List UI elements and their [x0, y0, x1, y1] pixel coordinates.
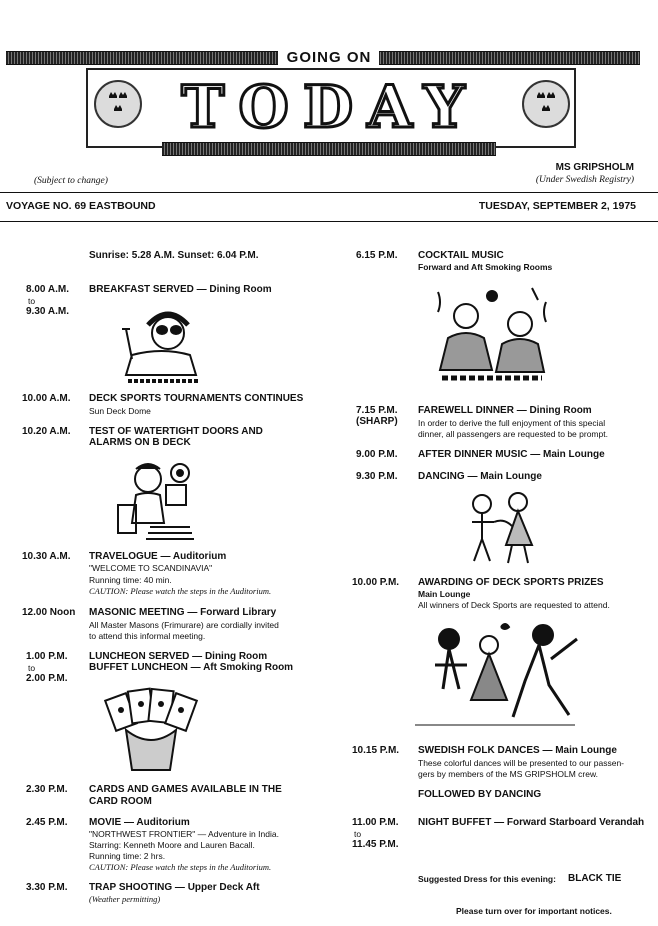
deck-sports-event: DECK SPORTS TOURNAMENTS CONTINUES — [89, 393, 304, 404]
test-event-line-1: TEST OF WATERTIGHT DOORS AND — [89, 426, 263, 437]
travelogue-event: TRAVELOGUE — Auditorium — [89, 551, 227, 562]
movie-time: 2.45 P.M. — [26, 817, 68, 828]
followed-by-dancing: FOLLOWED BY DANCING — [418, 789, 542, 800]
breakfast-time-start: 8.00 A.M. — [26, 284, 69, 295]
masonic-note-line-1: All Master Masons (Frimurare) are cordially invited — [89, 620, 279, 630]
prizes-event: AWARDING OF DECK SPORTS PRIZES — [418, 577, 604, 588]
sunrise-sunset: Sunrise: 5.28 A.M. Sunset: 6.04 P.M. — [89, 250, 259, 261]
trap-shooting-note: (Weather permitting) — [89, 894, 161, 904]
prizes-place: Main Lounge — [418, 589, 471, 599]
farewell-dinner-note-line-2: dinner, all passengers are requested to be prompt. — [418, 429, 608, 439]
buffet-luncheon-event: BUFFET LUNCHEON — Aft Smoking Room — [89, 662, 294, 673]
farewell-dinner-sharp: (SHARP) — [356, 416, 398, 427]
ship-name: MS GRIPSHOLM — [555, 162, 634, 173]
travelogue-time: 10.30 A.M. — [22, 551, 71, 562]
folk-dances-note-line-1: These colorful dances will be presented to our passen- — [418, 758, 625, 768]
cocktail-time: 6.15 P.M. — [356, 250, 398, 261]
movie-camera-illustration — [110, 455, 200, 541]
travelogue-running-time: Running time: 40 min. — [89, 575, 172, 585]
folk-dances-event: SWEDISH FOLK DANCES — Main Lounge — [418, 745, 617, 756]
farewell-dinner-event: FAREWELL DINNER — Dining Room — [418, 405, 592, 416]
masonic-note-line-2: to attend this informal meeting. — [89, 631, 206, 641]
playing-cards-illustration — [96, 686, 206, 774]
breakfast-to: to — [28, 296, 36, 306]
night-buffet-event: NIGHT BUFFET — Forward Starboard Verandah — [418, 817, 645, 828]
deck-sports-time: 10.00 A.M. — [22, 393, 71, 404]
prizes-time: 10.00 P.M. — [352, 577, 400, 588]
night-buffet-time-start: 11.00 P.M. — [352, 817, 399, 828]
cards-time: 2.30 P.M. — [26, 784, 68, 795]
night-buffet-time-end: 11.45 P.M. — [352, 839, 399, 850]
test-time: 10.20 A.M. — [22, 426, 71, 437]
dancing-time: 9.30 P.M. — [356, 471, 398, 482]
masonic-time: 12.00 Noon — [22, 607, 76, 618]
crown-crest-icon — [94, 80, 142, 128]
page-title: TODAY — [181, 73, 479, 141]
voyage-number: VOYAGE NO. 69 EASTBOUND — [6, 200, 156, 212]
luncheon-time-end: 2.00 P.M. — [26, 673, 68, 684]
farewell-dinner-note-line-1: In order to derive the full enjoyment of this special — [418, 418, 606, 428]
movie-event: MOVIE — Auditorium — [89, 817, 190, 828]
dress-code-value: BLACK TIE — [568, 873, 622, 884]
folk-dancers-illustration — [405, 615, 585, 737]
travelogue-title: "WELCOME TO SCANDINAVIA" — [89, 563, 213, 573]
prizes-note: All winners of Deck Sports are requested to attend. — [418, 600, 610, 610]
going-on-heading: GOING ON — [0, 49, 658, 66]
trap-shooting-time: 3.30 P.M. — [26, 882, 68, 893]
dancing-couple-illustration — [458, 490, 548, 568]
voyage-date: TUESDAY, SEPTEMBER 2, 1975 — [478, 200, 636, 212]
cocktail-event: COCKTAIL MUSIC — [418, 250, 504, 261]
crown-crest-icon — [522, 80, 570, 128]
test-event-line-2: ALARMS ON B DECK — [89, 437, 191, 448]
luncheon-event: LUNCHEON SERVED — Dining Room — [89, 651, 268, 662]
breakfast-time-end: 9.30 A.M. — [26, 306, 69, 317]
ship-registry: (Under Swedish Registry) — [535, 175, 634, 185]
farewell-dinner-time: 7.15 P.M. — [356, 405, 398, 416]
movie-caution: CAUTION: Please watch the steps in the Auditorium. — [89, 862, 272, 872]
dress-code-label: Suggested Dress for this evening: — [418, 874, 556, 884]
folk-dances-time: 10.15 P.M. — [352, 745, 400, 756]
cards-event-line-1: CARDS AND GAMES AVAILABLE IN THE — [89, 784, 282, 795]
cocktail-place: Forward and Aft Smoking Rooms — [418, 262, 553, 272]
cocktail-party-illustration — [422, 282, 562, 392]
cards-event-line-2: CARD ROOM — [89, 796, 152, 807]
breakfast-illustration — [118, 305, 210, 387]
travelogue-caution: CAUTION: Please watch the steps in the Auditorium. — [89, 586, 272, 596]
masonic-event: MASONIC MEETING — Forward Library — [89, 607, 277, 618]
movie-running-time: Running time: 2 hrs. — [89, 851, 166, 861]
breakfast-event: BREAKFAST SERVED — Dining Room — [89, 284, 272, 295]
folk-dances-note-line-2: gers by members of the MS GRIPSHOLM crew. — [418, 769, 598, 779]
movie-starring: Starring: Kenneth Moore and Lauren Bacall. — [89, 840, 255, 850]
subject-to-change: (Subject to change) — [34, 176, 108, 186]
luncheon-to: to — [28, 663, 36, 673]
luncheon-time-start: 1.00 P.M. — [26, 651, 68, 662]
movie-title: "NORTHWEST FRONTIER" — Adventure in India. — [89, 829, 279, 839]
after-dinner-event: AFTER DINNER MUSIC — Main Lounge — [418, 449, 605, 460]
trap-shooting-event: TRAP SHOOTING — Upper Deck Aft — [89, 882, 260, 893]
turn-over-notice: Please turn over for important notices. — [456, 906, 612, 916]
night-buffet-to: to — [354, 829, 362, 839]
deck-sports-place: Sun Deck Dome — [89, 406, 151, 416]
title-underline-rule — [162, 142, 496, 156]
dancing-event: DANCING — Main Lounge — [418, 471, 542, 482]
after-dinner-time: 9.00 P.M. — [356, 449, 398, 460]
